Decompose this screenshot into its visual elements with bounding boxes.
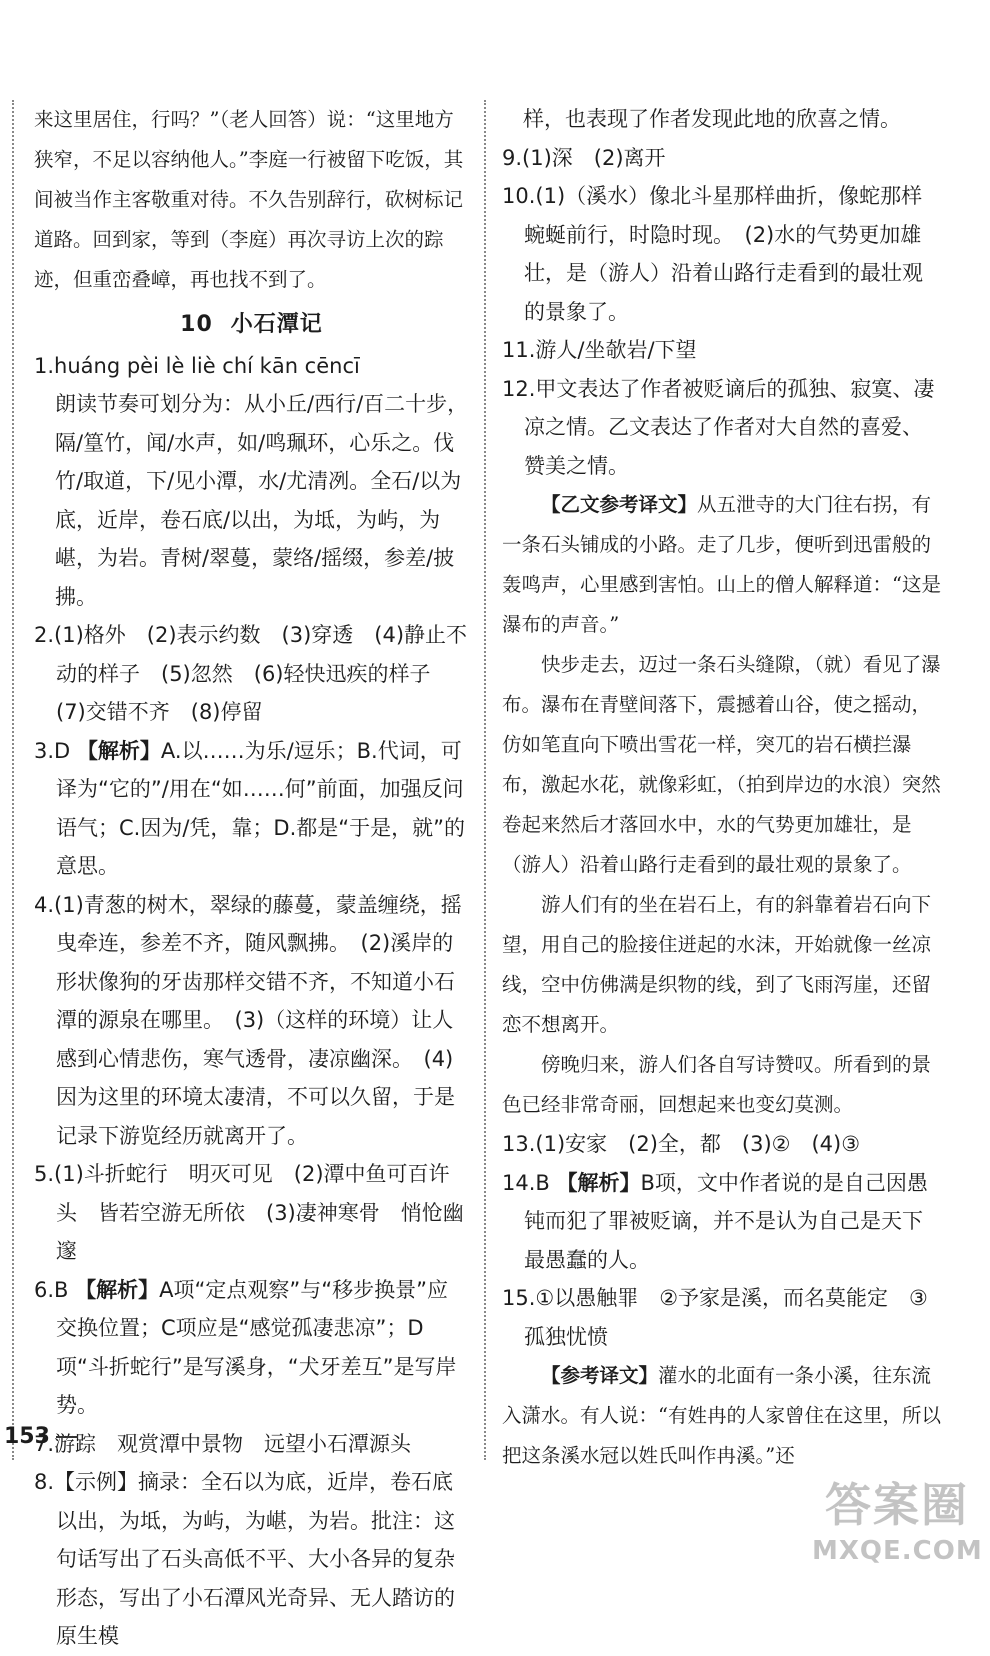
answer-4: 4.(1)青葱的树木，翠绿的藤蔓，蒙盖缠绕，摇曳牵连，参差不齐，随风飘拂。 (2)溪岸的形状像狗的牙齿那样交错不齐，不知道小石潭的源泉在哪里。 (3)（这样的环境）让人感到心情悲伤，寒气透骨，凄凉幽深。 (4)因为这里的环境太凄清，不可以久留，于是记录下游览经历就离开了。 xyxy=(34,892,462,1148)
answer-5: 5.(1)斗折蛇行 明灭可见 (2)潭中鱼可百许头 皆若空游无所依 (3)凄神寒骨 悄怆幽邃 xyxy=(34,1162,464,1263)
answer-7: 7.游踪 观赏潭中景物 远望小石潭源头 xyxy=(34,1431,412,1456)
answer-13: 13.(1)安家 (2)全，都 (3)② (4)③ xyxy=(502,1132,861,1156)
yi-translation-para-1 xyxy=(502,485,942,645)
answer-9: 9.(1)深 (2)离开 xyxy=(502,145,666,170)
right-column xyxy=(502,100,942,1476)
reference-translation-text: 灌水的北面有一条小溪，往东流入潇水。有人说：“有姓冉的人家曾住在这里，所以把这条溪水冠以姓氏叫作冉溪。”还 xyxy=(502,1364,941,1467)
answer-6 xyxy=(34,1271,469,1425)
column-divider-dotted-rule xyxy=(484,100,486,1460)
answer-15: 15.①以愚触罪 ②予家是溪，而名莫能定 ③孤独忧愤 xyxy=(502,1286,928,1349)
answer-11: 11.游人/坐欹岩/下望 xyxy=(502,338,697,362)
answer-8-continued: 样，也表现了作者发现此地的欣喜之情。 xyxy=(523,107,901,131)
watermark-logo xyxy=(812,1476,982,1594)
answer-1 xyxy=(34,347,469,617)
section-title xyxy=(34,306,469,345)
answer-1-pinyin: huáng pèi lè liè chí kān cēncī xyxy=(54,353,360,378)
answer-14-label: 14.B xyxy=(502,1170,550,1195)
answer-6-text: A项“定点观察”与“移步换景”应交换位置；C项应是“感觉孤凄悲凉”；D项“斗折蛇行”是写溪身，“犬牙差互”是写岸势。 xyxy=(56,1277,457,1417)
answer-14-text: B项，文中作者说的是自己因愚钝而犯了罪被贬谪，并不是认为自己是天下最愚蠢的人。 xyxy=(524,1170,928,1272)
yi-translation-para-4: 傍晚归来，游人们各自写诗赞叹。所看到的景色已经非常奇丽，回想起来也变幻莫测。 xyxy=(502,1053,932,1116)
answer-8: 8.【示例】摘录：全石以为底，近岸，卷石底以出，为坻，为屿，为嵁，为岩。批注：这句话写出了石头高低不平、大小各异的复杂形态，写出了小石潭风光奇异、无人踏访的原生模 xyxy=(34,1470,455,1648)
watermark-url: MXQE.COM xyxy=(812,1536,983,1566)
page-number: 153 xyxy=(4,1424,78,1449)
answer-2: 2.(1)格外 (2)表示约数 (3)穿透 (4)静止不动的样子 (5)忽然 (6)轻快迅疾的样子 (7)交错不齐 (8)停留 xyxy=(34,623,468,724)
yi-translation-para-3: 游人们有的坐在岩石上，有的斜靠着岩石向下望，用自己的脸接住迸起的水沫，开始就像一丝凉线，空中仿佛满是织物的线，到了飞雨泻崖，还留恋不想离开。 xyxy=(502,893,932,1036)
yi-translation-para-2: 快步走去，迈过一条石头缝隙，（就）看见了瀑布。瀑布在青壁间落下，震撼着山谷，使之摇动，仿如笔直向下喷出雪花一样，突兀的岩石横拦瀑布，激起水花，就像彩虹，（拍到岸边的水浪）突然卷起来然后才落回水中，水的气势更加雄壮，是（游人）沿着山路行走看到的最壮观的景象了。 xyxy=(502,653,941,876)
answer-3-text: A.以……为乐/逗乐；B.代词，可译为“它的”/用在“如……何”前面，加强反问语气；C.因为/凭，靠；D.都是“于是，就”的意思。 xyxy=(56,738,466,878)
yi-translation-tag: 【乙文参考译文】 xyxy=(541,493,698,516)
answer-1-rhythm: 朗读节奏可划分为：从小丘/西行/百二十步，隔/篁竹，闻/水声，如/鸣珮环，心乐之。伐竹/取道，下/见小潭，水/尤清冽。全石/以为底，近岸，卷石底/以出，为坻，为屿，为嵁，为岩。青树/翠蔓，蒙络/摇缀，参差/披拂。 xyxy=(55,392,469,609)
answer-14 xyxy=(502,1164,942,1280)
translation-tail: 来这里居住，行吗？”（老人回答）说：“这里地方狭窄，不足以容纳他人。”李庭一行被留下吃饭，其间被当作主客敬重对待。不久告别辞行，砍树标记道路。回到家，等到（李庭）再次寻访上次的踪迹，但重峦叠嶂，再也找不到了。 xyxy=(34,108,464,291)
answer-3 xyxy=(34,732,469,886)
analysis-tag: 【解析】 xyxy=(75,1277,160,1302)
section-title-text: 小石潭记 xyxy=(230,312,323,337)
answer-6-label: 6.B xyxy=(34,1277,69,1302)
section-number: 10 xyxy=(180,312,213,337)
left-column xyxy=(34,100,469,1656)
answer-12: 12.甲文表达了作者被贬谪后的孤独、寂寞、凄凉之情。乙文表达了作者对大自然的喜爱、赞美之情。 xyxy=(502,376,935,478)
answer-3-label: 3.D xyxy=(34,738,71,763)
analysis-tag: 【解析】 xyxy=(556,1170,641,1195)
reference-translation xyxy=(502,1356,942,1476)
yi-translation-text-1: 从五泄寺的大门往右拐，有一条石头铺成的小路。走了几步，便听到迅雷般的轰鸣声，心里感到害怕。山上的僧人解释道：“这是瀑布的声音。” xyxy=(502,493,941,636)
reference-translation-tag: 【参考译文】 xyxy=(541,1364,659,1387)
watermark-logo-text: 答案圈 xyxy=(825,1478,969,1532)
analysis-tag: 【解析】 xyxy=(76,738,161,763)
answer-10: 10.(1)（溪水）像北斗星那样曲折，像蛇那样蜿蜒前行，时隐时现。 (2)水的气势更加雄壮，是（游人）沿着山路行走看到的最壮观的景象了。 xyxy=(502,184,923,324)
left-margin-dotted-rule xyxy=(12,100,14,1460)
answer-1-label: 1. xyxy=(34,353,55,378)
